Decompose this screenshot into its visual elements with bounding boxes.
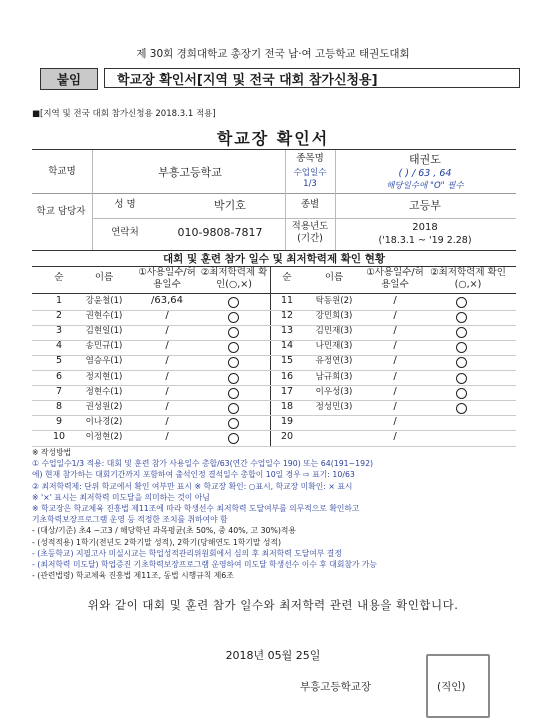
row-number: 19	[280, 415, 294, 427]
note-line: - (관련법령) 학교체육 진흥법 제11조, 동법 시행규칙 제6조	[32, 571, 234, 581]
seal-label: (직인)	[437, 681, 466, 693]
student-name: 정지현(1)	[85, 371, 123, 382]
division-value: 고등부	[409, 199, 441, 212]
row-number: 6	[55, 370, 63, 382]
row-number: 12	[280, 310, 294, 322]
header-no-left: 순	[54, 272, 64, 283]
confirmation-statement: 위와 같이 대회 및 훈련 참가 일수와 최저학력 관련 내용을 확인합니다.	[87, 598, 459, 612]
row-number: 17	[280, 385, 294, 397]
row-number: 4	[55, 340, 63, 352]
header-name-left: 이름	[94, 272, 114, 283]
check-circle-mark	[228, 327, 239, 338]
row-number: 11	[280, 295, 294, 306]
header-days-left: ①사용일수/허용일수	[138, 267, 196, 290]
table-title: 대회 및 훈련 참가 일수 및 최저학력제 확인 현황	[163, 253, 385, 265]
instructions	[32, 447, 512, 581]
check-circle-mark	[456, 327, 467, 338]
note-line: - (성적적용) 1학기(전년도 2학기말 성적), 2학기(당해연도 1학기말 성적)	[32, 537, 282, 547]
event-label: 종목명	[296, 153, 324, 164]
days-used: /	[393, 340, 397, 352]
row-number: 16	[280, 370, 294, 382]
info-bottom-border	[32, 250, 516, 251]
check-circle-mark	[228, 418, 239, 429]
document-title: 학교장 확인서	[216, 129, 330, 148]
student-name: 김현일(1)	[85, 326, 123, 337]
check-circle-mark	[228, 433, 239, 444]
days-used: /	[393, 385, 397, 397]
check-circle-mark	[456, 342, 467, 353]
student-name: 정현수(1)	[85, 386, 123, 397]
student-name: 송민규(1)	[85, 341, 123, 352]
check-circle-mark	[456, 297, 467, 308]
check-circle-mark	[228, 357, 239, 368]
competition-title: 제 30회 경희대학교 총장기 전국 남·여 고등학교 태권도대회	[136, 48, 410, 60]
days-used: /	[393, 310, 397, 322]
info-divider-2	[92, 218, 516, 219]
check-circle-mark	[228, 388, 239, 399]
note-line: - (최저학력 미도달) 학업증진 기초학력보장프로그램 운영하여 미도달 학생선수 이수 후 대회참가 가능	[32, 560, 377, 570]
note-line: ※ '×' 표시는 최저학력 미도달을 의미하는 것이 아님	[32, 492, 210, 502]
table-center-line	[270, 267, 271, 446]
student-name: 염승우(1)	[85, 356, 123, 367]
check-circle-mark	[228, 342, 239, 353]
header-no-right: 순	[282, 272, 292, 283]
student-name: 이정현(2)	[85, 431, 123, 442]
table-header-border	[32, 293, 516, 294]
period-label: 적용년도 (기간)	[291, 221, 329, 244]
check-circle-mark	[228, 312, 239, 323]
contact-label: 연락처	[111, 227, 139, 238]
student-name: 강민희(3)	[315, 311, 353, 322]
staff-label: 학교 담당자	[36, 206, 86, 217]
name-value: 박기호	[214, 199, 246, 212]
row-number: 8	[55, 400, 63, 412]
student-name: 유정연(3)	[315, 356, 353, 367]
row-number: 3	[55, 325, 63, 337]
name-label: 성 명	[114, 199, 136, 210]
header-check-left: ②최저학력제 확인(○,×)	[200, 267, 268, 290]
days-used: /	[165, 355, 169, 367]
contact-value: 010-9808-7817	[177, 226, 263, 239]
info-divider	[32, 193, 516, 194]
row-number: 9	[55, 415, 63, 427]
note-line: ※ 작성방법	[32, 448, 72, 457]
info-col-line	[92, 150, 93, 250]
days-used: /63,64	[151, 295, 183, 306]
check-circle-mark	[456, 403, 467, 414]
days-value: ( ) / 63 , 64	[398, 168, 452, 179]
note-line: 에) 현재 참가하는 대회기간까지 포함하여 출석인정 결석일수 총합이 10일 경우 ⇨ 표기: 10/63	[32, 470, 355, 480]
check-circle-mark	[456, 312, 467, 323]
info-top-border	[32, 149, 516, 150]
days-used: /	[165, 340, 169, 352]
check-circle-mark	[456, 388, 467, 399]
row-number: 2	[55, 310, 63, 322]
student-name: 정성민(3)	[315, 401, 353, 412]
days-used: /	[165, 325, 169, 337]
row-number: 5	[55, 355, 63, 367]
days-used: /	[165, 415, 169, 427]
header-check-right: ②최저학력제 확인(○,×)	[430, 267, 506, 290]
attachment-badge: 붙임	[40, 68, 98, 90]
principal-signature: 부흥고등학교장	[300, 681, 372, 693]
period-value: 2018	[412, 222, 438, 233]
row-number: 20	[280, 430, 294, 442]
days-label: 수업일수 1/3	[293, 168, 327, 189]
row-number: 10	[52, 430, 66, 442]
row-number: 18	[280, 400, 294, 412]
check-circle-mark	[228, 373, 239, 384]
row-number: 1	[55, 295, 63, 306]
days-used: /	[393, 370, 397, 382]
days-used: /	[393, 325, 397, 337]
days-used: /	[393, 355, 397, 367]
document-subject: 학교장 확인서[지역 및 전국 대회 참가신청용]	[104, 68, 520, 88]
row-number: 7	[55, 385, 63, 397]
school-label: 학교명	[48, 166, 76, 177]
note-line: - (대상/기준) 초4 ~고3 / 해당학년 과목평균(초 50%, 중 40%, 고 30%)적용	[32, 526, 296, 536]
student-name: 나민재(3)	[315, 341, 353, 352]
note-line: ① 수업일수1/3 적용: 대회 및 훈련 참가 사용일수 총합/63(연간 수업일수 190) 또는 64(191~192)	[32, 459, 374, 469]
applicability-note: ■[지역 및 전국 대회 참가신청용 2018.3.1 적용]	[32, 109, 216, 119]
row-number: 13	[280, 325, 294, 337]
days-used: /	[165, 310, 169, 322]
event-value: 태권도	[409, 153, 441, 166]
student-name: 이우성(3)	[315, 386, 353, 397]
note-line: - (초등학교) 지필고사 미실시교는 학업성적관리위원회에서 심의 후 최저학력 도달여부 결정	[32, 548, 342, 558]
info-col-line	[335, 150, 336, 250]
student-name: 탁동원(2)	[315, 296, 353, 306]
check-circle-mark	[456, 373, 467, 384]
header-days-right: ①사용일수/허용일수	[366, 267, 424, 290]
days-used: /	[393, 295, 397, 306]
school-value: 부흥고등학교	[158, 166, 222, 179]
row-number: 15	[280, 355, 294, 367]
note-line: ② 최저학력제: 단위 학교에서 확인 여부만 표시 ※ 학교장 확인: ○표시, 학교장 미확인: × 표시	[32, 481, 353, 491]
header-name-right: 이름	[324, 272, 344, 283]
days-used: /	[165, 370, 169, 382]
days-used: /	[165, 400, 169, 412]
student-name: 강윤철(1)	[85, 296, 123, 306]
period-range: ('18.3.1 ~ '19 2.28)	[378, 235, 472, 246]
check-circle-mark	[228, 403, 239, 414]
check-circle-mark	[456, 357, 467, 368]
row-number: 14	[280, 340, 294, 352]
note-line: ※ 학교장은 학교체육 진흥법 제11조에 따라 학생선수 최저학력 도달여부를 의무적으로 확인하고	[32, 504, 360, 514]
document-date: 2018년 05월 25일	[225, 649, 321, 662]
student-name: 김민재(3)	[315, 326, 353, 337]
note-line: 기초학력보장프로그램 운영 등 적정한 조치를 취하여야 함	[32, 515, 228, 525]
days-used: /	[165, 385, 169, 397]
days-used: /	[165, 430, 169, 442]
student-name: 남규희(3)	[315, 371, 353, 382]
student-name: 권현수(1)	[85, 311, 123, 322]
student-name: 이나경(2)	[85, 416, 123, 427]
check-circle-mark	[228, 297, 239, 308]
days-used: /	[393, 415, 397, 427]
days-used: /	[393, 430, 397, 442]
days-used: /	[393, 400, 397, 412]
student-name: 권성원(2)	[85, 401, 123, 412]
division-label: 종별	[300, 199, 320, 210]
days-note: 해당일수에 "O" 필수	[386, 181, 464, 191]
